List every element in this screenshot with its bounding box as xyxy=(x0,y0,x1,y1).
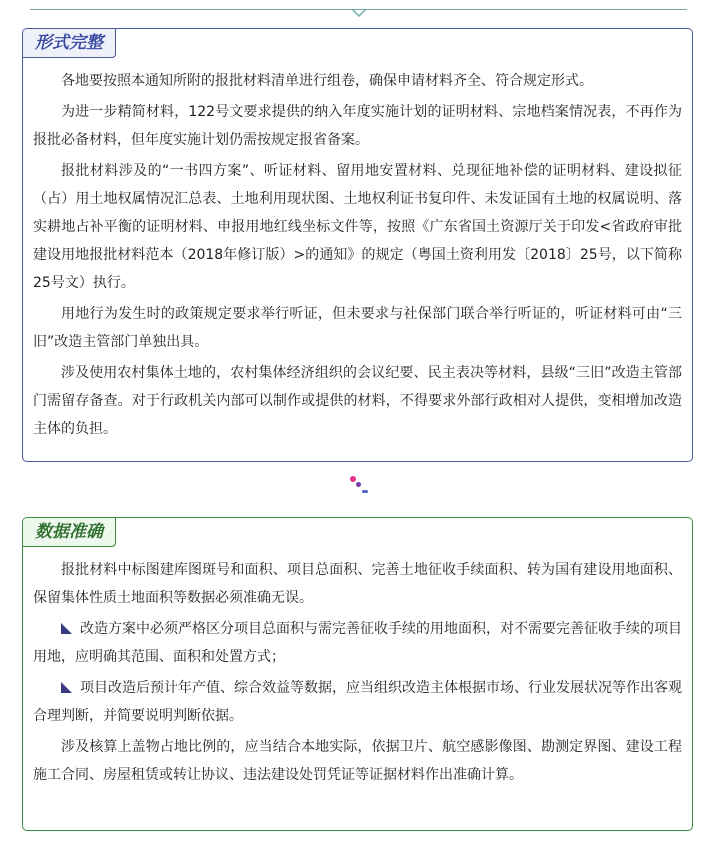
paragraph: 用地行为发生时的政策规定要求举行听证，但未要求与社保部门联合举行听证的，听证材料可由“三旧”改造主管部门单独出具。 xyxy=(33,306,682,350)
bullet-triangle-icon xyxy=(61,623,72,634)
section-body xyxy=(33,67,682,446)
section-body xyxy=(33,556,682,792)
section-title: 形式完整 xyxy=(23,29,116,58)
section-formal-completeness xyxy=(22,28,693,462)
section-title: 数据准确 xyxy=(23,518,116,547)
paragraph: 为进一步精简材料，122号文要求提供的纳入年度实施计划的证明材料、宗地档案情况表，不再作为报批必备材料，但年度实施计划仍需按规定报省备案。 xyxy=(33,104,682,148)
section-data-accuracy xyxy=(22,517,693,831)
paragraph: 报批材料中标图建库图斑号和面积、项目总面积、完善土地征收手续面积、转为国有建设用地面积、保留集体性质土地面积等数据必须准确无误。 xyxy=(33,562,682,606)
paragraph: 涉及使用农村集体土地的，农村集体经济组织的会议纪要、民主表决等材料，县级“三旧”改造主管部门需留存备查。对于行政机关内部可以制作或提供的材料，不得要求外部行政相对人提供，变相增加改造主体的负担。 xyxy=(33,365,682,437)
paragraph: 涉及核算上盖物占地比例的，应当结合本地实际，依据卫片、航空感影像图、勘测定界图、建设工程施工合同、房屋租赁或转让协议、违法建设处罚凭证等证据材料作出准确计算。 xyxy=(33,739,682,783)
decorative-dots-icon xyxy=(348,476,372,496)
bullet-triangle-icon xyxy=(61,682,72,693)
paragraph: 各地要按照本通知所附的报批材料清单进行组卷，确保申请材料齐全、符合规定形式。 xyxy=(61,73,593,89)
paragraph: 报批材料涉及的“一书四方案”、听证材料、留用地安置材料、兑现征地补偿的证明材料、建设拟征（占）用土地权属情况汇总表、土地利用现状图、土地权利证书复印件、未发证国有土地的权属说明、落实耕地占补平衡的证明材料、申报用地红线坐标文件等，按照《广东省国土资源厅关于印发<省政府审批建设用地报批材料范本（2018年修订版）>的通知》的规定（粤国土资利用发〔2018〕25号，以下简称25号文）执行。 xyxy=(33,163,682,291)
bullet-paragraph: 项目改造后预计年产值、综合效益等数据，应当组织改造主体根据市场、行业发展状况等作出客观合理判断，并简要说明判断依据。 xyxy=(33,680,682,724)
bullet-paragraph: 改造方案中必须严格区分项目总面积与需完善征收手续的用地面积，对不需要完善征收手续的项目用地，应明确其范围、面积和处置方式； xyxy=(33,621,682,665)
